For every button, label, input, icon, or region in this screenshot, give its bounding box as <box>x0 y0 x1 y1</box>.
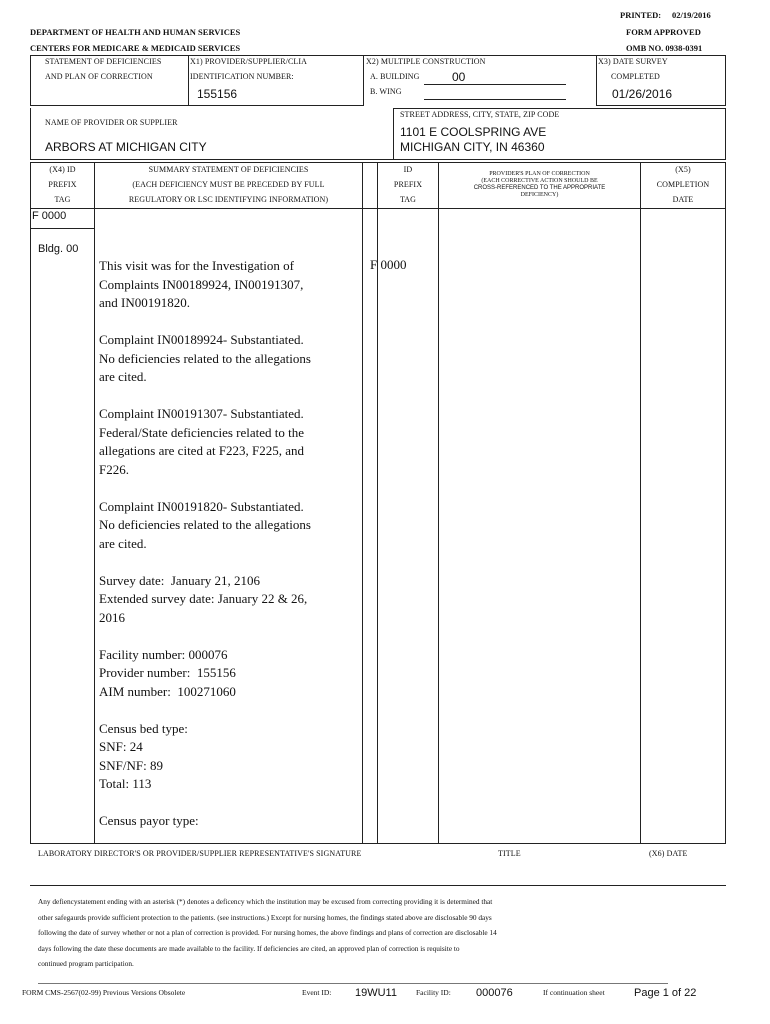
paragraph-complaint-3: Complaint IN00191820- Substantiated. No deficiencies related to the allegations are cited. <box>99 498 311 551</box>
left-tag-divider <box>30 228 95 229</box>
facility-id-label: Facility ID: <box>416 988 451 997</box>
x1-label-line2: IDENTIFICATION NUMBER: <box>190 72 294 81</box>
x1-label-line1: X1) PROVIDER/SUPPLIER/CLIA <box>190 57 308 66</box>
id-label-line3: TAG <box>399 195 417 204</box>
x4-label-line3: TAG <box>54 195 71 204</box>
id-label-line2: PREFIX <box>393 180 423 189</box>
disclaimer-line3: following the date of survey whether or not a plan of correction is provided. For nursing homes, the above findings and plans of correction are disclosable 14 <box>38 928 497 937</box>
id-label-line1: ID <box>403 165 413 174</box>
statement-label-line2: AND PLAN OF CORRECTION <box>45 72 153 81</box>
paragraph-facility: Facility number: 000076 Provider number: 155156 AIM number: 100271060 <box>99 646 236 699</box>
paragraph-census-bed: Census bed type: SNF: 24 SNF/NF: 89 Total: 113 <box>99 720 188 791</box>
summary-label-line1: SUMMARY STATEMENT OF DEFICIENCIES <box>148 165 309 174</box>
summary-label-line2: (EACH DEFICIENCY MUST BE PRECEDED BY FULL <box>132 180 325 189</box>
survey-date-value: 01/26/2016 <box>612 87 673 101</box>
x5-label-line2: COMPLETION <box>656 180 710 189</box>
paragraph-complaint-2: Complaint IN00191307- Substantiated. Federal/State deficiencies related to the allegations are cited at F223, F225, and F226. <box>99 406 305 477</box>
plan-label-line2: (EACH CORRECTIVE ACTION SHOULD BE <box>481 178 598 184</box>
x3-label-line1: X3) DATE SURVEY <box>598 57 668 66</box>
wing-label: B. WING <box>370 87 402 96</box>
address-label: STREET ADDRESS, CITY, STATE, ZIP CODE <box>400 110 560 119</box>
disclaimer-line4: days following the date these documents are made available to the facility. If deficiencies are cited, an approved plan of correction is requisite to <box>38 943 460 953</box>
plan-label-line4: DEFICIENCY) <box>520 192 559 198</box>
paragraph-visit: This visit was for the Investigation of Complaints IN00189924, IN00191307, and IN00191820. <box>99 258 304 310</box>
address-line2: MICHIGAN CITY, IN 46360 <box>400 140 545 154</box>
page-number: Page 1 of 22 <box>634 987 697 999</box>
statement-label-line1: STATEMENT OF DEFICIENCIES <box>45 57 162 66</box>
x6-date-label: (X6) DATE <box>649 849 688 858</box>
centers-title: CENTERS FOR MEDICARE & MEDICAID SERVICES <box>30 43 241 53</box>
x2-title: X2) MULTIPLE CONSTRUCTION <box>366 57 486 66</box>
plan-label-line3: CROSS-REFERENCED TO THE APPROPRIATE <box>473 185 606 191</box>
provider-name-value: ARBORS AT MICHIGAN CITY <box>45 140 207 154</box>
building-tag: Bldg. 00 <box>38 243 79 255</box>
paragraph-complaint-1: Complaint IN00189924- Substantiated. No deficiencies related to the allegations are cited. <box>99 332 311 384</box>
form-approved: FORM APPROVED <box>626 27 701 37</box>
paragraph-survey-date: Survey date: January 21, 2106 Extended survey date: January 22 & 26, 2016 <box>99 572 308 625</box>
left-tag: F 0000 <box>32 210 67 222</box>
disclaimer <box>38 894 723 972</box>
x4-label-line1: (X4) ID <box>49 165 76 174</box>
provider-name-label: NAME OF PROVIDER OR SUPPLIER <box>45 118 178 127</box>
address-line1: 1101 E COOLSPRING AVE <box>400 125 547 139</box>
event-id-label: Event ID: <box>302 988 332 997</box>
plan-label-line1: PROVIDER'S PLAN OF CORRECTION <box>489 171 590 177</box>
disclaimer-line5: continued program participation. <box>38 959 134 968</box>
building-underline <box>424 84 566 85</box>
x5-label-line3: DATE <box>672 195 694 204</box>
title-label: TITLE <box>498 849 521 858</box>
disclaimer-line1: Any defiencystatement ending with an asterisk (*) denotes a deficency which the institution may be excused from correcting providing it is determined that <box>38 897 493 906</box>
continuation-label: If continuation sheet <box>543 988 605 997</box>
wing-underline <box>424 99 566 100</box>
right-tag: F 0000 <box>370 257 407 272</box>
x4-label-line2: PREFIX <box>48 180 77 189</box>
printed-label: PRINTED: <box>620 10 662 20</box>
provider-id-value: 155156 <box>197 87 238 101</box>
facility-id-value: 000076 <box>476 987 513 999</box>
disclaimer-line2: other safegaurds provide sufficient protection to the patients. (see instructions.) Except for nursing homes, the findings stated above are disclosable 90 days <box>38 912 492 922</box>
omb-number: OMB NO. 0938-0391 <box>626 43 703 53</box>
building-label: A. BUILDING <box>370 72 420 81</box>
x3-label-line2: COMPLETED <box>611 72 660 81</box>
signature-divider <box>30 885 726 886</box>
paragraph-census-payor: Census payor type: <box>99 813 199 828</box>
event-id-value: 19WU11 <box>355 987 397 999</box>
form-number: FORM CMS-2567(02-99) Previous Versions Obsolete <box>22 988 186 997</box>
summary-label-line3: REGULATORY OR LSC IDENTIFYING INFORMATION) <box>128 195 329 204</box>
x5-label-line1: (X5) <box>675 165 691 174</box>
printed-date: 02/19/2016 <box>672 10 711 20</box>
director-signature-label: LABORATORY DIRECTOR'S OR PROVIDER/SUPPLIER REPRESENTATIVE'S SIGNATURE <box>38 849 362 858</box>
building-value: 00 <box>452 70 466 84</box>
department-title: DEPARTMENT OF HEALTH AND HUMAN SERVICES <box>30 27 241 37</box>
footer-divider <box>38 983 668 984</box>
plan-label <box>439 171 640 199</box>
summary-statement <box>99 257 361 849</box>
